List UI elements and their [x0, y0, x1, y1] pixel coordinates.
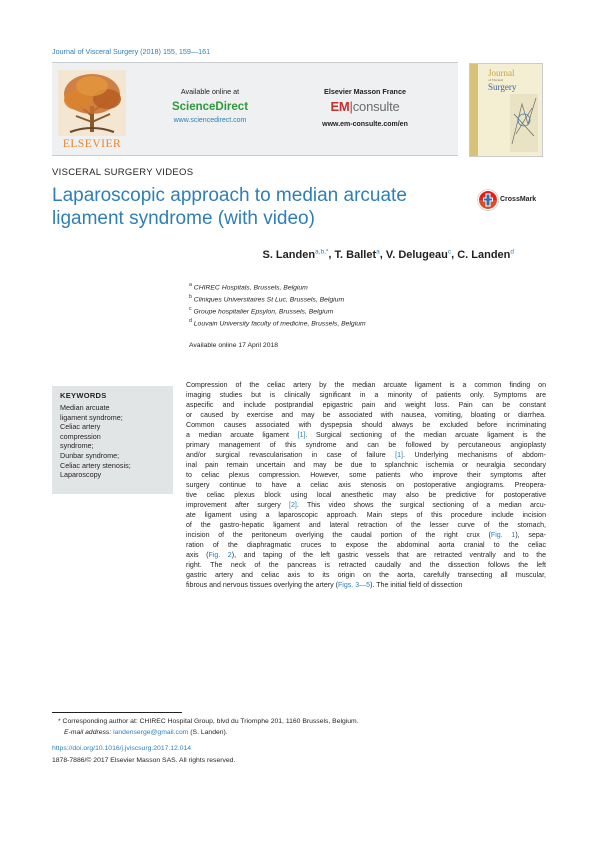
sciencedirect-link[interactable]: www.sciencedirect.com	[173, 117, 247, 124]
journal-cover-thumbnail[interactable]	[469, 63, 543, 157]
keyword-item: Celiac artery	[60, 422, 101, 432]
journal-reference[interactable]: Journal of Visceral Surgery (2018) 155, 159—161	[52, 47, 211, 56]
title-line-1: Laparoscopic approach to median arcuate	[52, 185, 407, 206]
abstract-line: of the gastro-hepatic ligament and lateral retraction of the lesser curve of the stomach,	[186, 522, 546, 529]
title-line-2: ligament syndrome (with video)	[52, 208, 315, 229]
keyword-item: ligament syndrome;	[60, 412, 123, 422]
abstract-line: and/or surgical revascularisation in case of failure [1]. Underlying mechanisms of abdom-	[186, 452, 546, 459]
author[interactable]: S. Landen$^{a,b,*}$	[262, 248, 329, 261]
cover-title-small: of Visceral	[488, 78, 504, 82]
elsevier-wordmark: ELSEVIER	[62, 138, 122, 150]
corresponding-author-note: * Corresponding author at: CHIREC Hospital Group, blvd du Triomphe 201, 1160 Brussels, Belgium.	[58, 718, 359, 725]
keyword-item: compression	[60, 431, 101, 441]
affiliation: $^b$ Cliniques Universitaires St Luc, Brussels, Belgium	[189, 294, 345, 304]
author[interactable]: V. Delugeau$^c$	[385, 248, 452, 261]
affiliation: $^a$ CHIREC Hospitals, Brussels, Belgium	[189, 282, 308, 292]
cover-title-surgery: Surgery	[488, 82, 517, 92]
em-consulte-brand[interactable]: EM|consulte	[330, 99, 400, 114]
author[interactable]: C. Landen$^d$	[457, 248, 514, 261]
reference-link[interactable]: Figs. 3—5	[337, 582, 371, 589]
abstract-line: ate ligament using a laparoscopic approach. Main steps of this procedure include incision	[186, 512, 546, 519]
keyword-item: Median arcuate	[60, 403, 110, 412]
sciencedirect-availability: Available online at	[180, 87, 240, 96]
affiliation: $^c$ Groupe hospitalier Epsylon, Brussels, Belgium	[189, 306, 334, 316]
abstract-line: or caused by exercise and may be associated with nausea, vomiting, bloating or diarrhea.	[186, 412, 546, 419]
reference-link[interactable]: [1]	[297, 432, 306, 439]
abstract-line: surgery continue to have a celiac axis stenosis on postoperative angiograms. Preopera-	[186, 482, 546, 489]
abstract-line: inal pain remain uncertain and may be due to splanchnic ischemia or neuralgia secondary	[186, 462, 546, 469]
abstract-line: improvement after surgery [2]. This video shows the surgical sectioning of a median arcu-	[186, 502, 546, 509]
abstract-line: fibrous and nervous tissues overlying the artery (Figs. 3—5). The initial field of dissection	[186, 582, 463, 589]
reference-link[interactable]: Fig. 2	[208, 552, 232, 559]
email-note: E-mail address: landenserge@gmail.com (S. Landen).	[64, 729, 228, 736]
section-label: VISCERAL SURGERY VIDEOS	[52, 167, 194, 178]
keyword-item: Laparoscopy	[60, 470, 102, 480]
em-publisher-name: Elsevier Masson France	[324, 87, 406, 96]
copyright-line: 1878-7886/© 2017 Elsevier Masson SAS. All rights reserved.	[52, 757, 236, 764]
crossmark-label: CrossMark	[500, 196, 537, 203]
abstract-line: axis (Fig. 2), and taping of the left gastric vessels that are retracted ventrally and to the	[186, 552, 546, 559]
abstract-line: Compression of the celiac artery by the median arcuate ligament is a common finding on	[186, 382, 546, 389]
journal-volume: 155	[162, 47, 175, 56]
author-list: S. Landen$^{a,b,*}$, T. Ballet$^a$, V. Delugeau$^c$, C. Landen$^d$	[262, 248, 514, 261]
cover-title-journal: Journal	[488, 68, 515, 78]
footnote-divider	[52, 712, 182, 713]
author[interactable]: T. Ballet$^a$	[334, 248, 380, 261]
abstract-line: right. The neck of the pancreas is retracted caudally and the dissection follows the left	[186, 562, 546, 569]
em-consulte-link[interactable]: www.em-consulte.com/en	[322, 121, 408, 128]
keywords-heading: KEYWORDS	[60, 391, 107, 400]
abstract-line: gastric artery and celiac axis to its origin on the aorta, carefully transecting all muscular,	[186, 572, 546, 579]
abstract-line: ration of the diaphragmatic cruces to expose the abdominal aorta cranial to the celiac	[186, 542, 546, 549]
available-online-date: Available online 17 April 2018	[189, 342, 279, 349]
doi-link[interactable]: https://doi.org/10.1016/j.jviscsurg.2017.12.014	[52, 745, 192, 752]
keywords-list	[60, 403, 170, 480]
email-link[interactable]: landenserge@gmail.com	[113, 729, 189, 736]
abstract-line: tive celiac plexus block using local anesthetic may also be predictive for postoperative	[186, 492, 546, 499]
reference-link[interactable]: [1]	[395, 452, 403, 459]
article-title	[52, 184, 462, 230]
abstract-line: a median arcuate ligament [1]. Surgical sectioning of the median arcuate ligament is the	[186, 432, 546, 439]
sciencedirect-brand[interactable]: ScienceDirect	[171, 101, 249, 113]
keyword-item: syndrome;	[60, 441, 94, 451]
affiliation: $^d$ Louvain University faculty of medicine, Brussels, Belgium	[189, 318, 366, 328]
abstract-line: aspecific and include postprandial epigastric pain and weight loss. Pain can be constant	[186, 402, 546, 409]
abstract-line: primary management of this syndrome and can be followed by percutaneous angioplasty	[186, 442, 546, 449]
abstract-line: to celiac plexus compression. However, some patients who improve their symptoms after	[186, 472, 546, 479]
abstract-text	[186, 381, 546, 591]
keyword-item: Celiac artery stenosis;	[60, 460, 131, 470]
abstract-line: incision of the peritoneum overlying the caudal portion of the right crux (Fig. 1), sepa-	[186, 532, 547, 539]
abstract-line: imaging studies but is clinically significant in a minority of patients only. Symptoms are	[186, 392, 546, 399]
reference-link[interactable]: [2]	[289, 502, 297, 509]
abstract-line: Common causes associated with dyspepsia should always be excluded before incriminating	[186, 422, 546, 429]
keyword-item: Dunbar syndrome;	[60, 450, 120, 460]
reference-link[interactable]: Fig. 1	[490, 532, 516, 539]
